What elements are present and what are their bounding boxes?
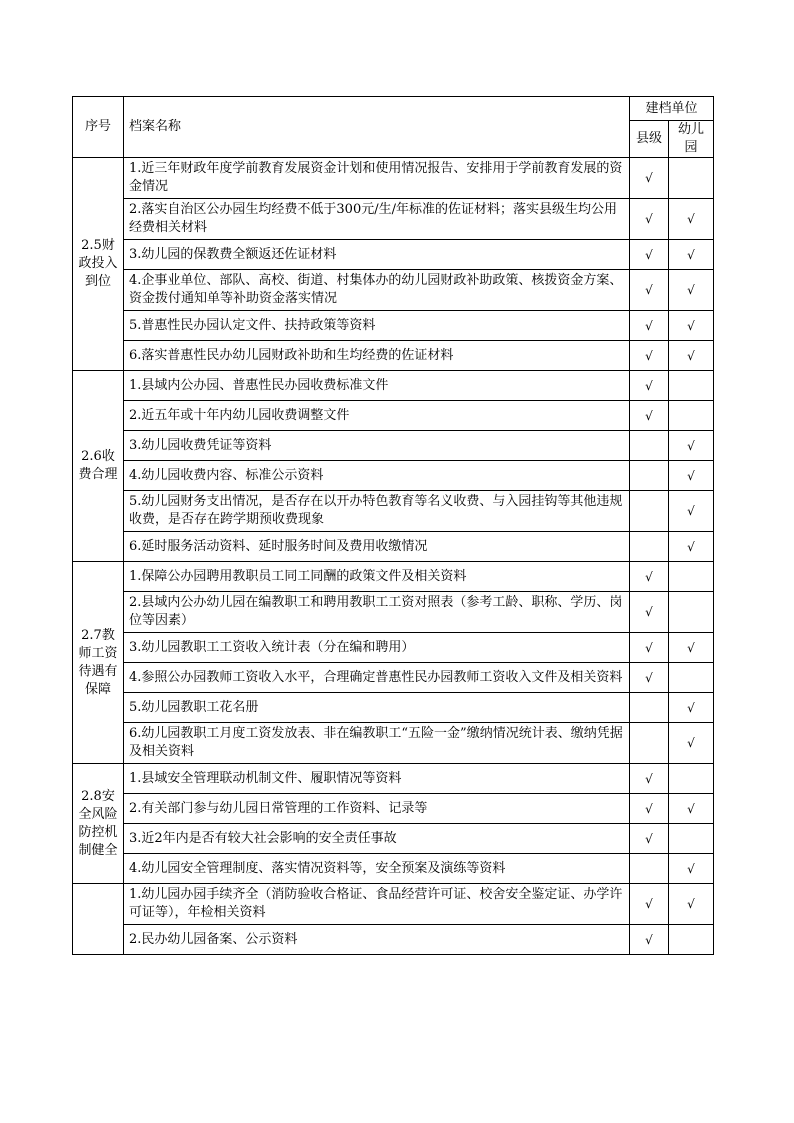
county-check-cell — [630, 824, 669, 854]
header-name: 档案名称 — [124, 97, 630, 158]
kindergarten-check-cell — [669, 562, 714, 592]
county-check-cell — [630, 371, 669, 401]
archive-item: 4.企事业单位、部队、高校、街道、村集体办的幼儿园财政补助政策、核拨资金方案、资金拨付通知单等补助资金落实情况 — [124, 270, 630, 311]
check-mark-icon: √ — [645, 569, 653, 584]
archive-item: 2.民办幼儿园备案、公示资料 — [124, 925, 630, 955]
table-row — [73, 240, 714, 270]
archive-item: 6.幼儿园教职工月度工资发放表、非在编教职工“五险一金”缴纳情况统计表、缴纳凭据及相关资料 — [124, 723, 630, 764]
check-mark-icon: √ — [687, 318, 695, 333]
kindergarten-check-cell — [669, 158, 714, 199]
county-check-cell — [630, 401, 669, 431]
header-kindergarten: 幼儿园 — [669, 121, 714, 158]
header-unit: 建档单位 — [630, 97, 714, 121]
county-check-cell — [630, 884, 669, 925]
kindergarten-check-cell — [669, 401, 714, 431]
archive-item: 1.幼儿园办园手续齐全（消防验收合格证、食品经营许可证、校舍安全鉴定证、办学许可证等），年检相关资料 — [124, 884, 630, 925]
archive-item: 5.幼儿园教职工花名册 — [124, 693, 630, 723]
check-mark-icon: √ — [645, 932, 653, 947]
kindergarten-check-cell — [669, 693, 714, 723]
kindergarten-check-cell — [669, 270, 714, 311]
county-check-cell — [630, 240, 669, 270]
kindergarten-check-cell — [669, 723, 714, 764]
archive-item: 2.近五年或十年内幼儿园收费调整文件 — [124, 401, 630, 431]
kindergarten-check-cell — [669, 371, 714, 401]
archive-item: 5.普惠性民办园认定文件、扶持政策等资料 — [124, 311, 630, 341]
archive-item: 1.县域安全管理联动机制文件、履职情况等资料 — [124, 764, 630, 794]
section-label: 2.5财政投入到位 — [73, 158, 124, 371]
county-check-cell — [630, 925, 669, 955]
kindergarten-check-cell — [669, 240, 714, 270]
table-row — [73, 824, 714, 854]
check-mark-icon: √ — [687, 801, 695, 816]
county-check-cell — [630, 723, 669, 764]
county-check-cell — [630, 270, 669, 311]
kindergarten-check-cell — [669, 491, 714, 532]
check-mark-icon: √ — [687, 468, 695, 483]
table-row — [73, 461, 714, 491]
kindergarten-check-cell — [669, 824, 714, 854]
table-row — [73, 884, 714, 925]
check-mark-icon: √ — [645, 247, 653, 262]
check-mark-icon: √ — [687, 247, 695, 262]
check-mark-icon: √ — [645, 171, 653, 185]
kindergarten-check-cell — [669, 341, 714, 371]
archive-item: 5.幼儿园财务支出情况，是否存在以开办特色教育等名义收费、与入园挂钩等其他违规收费，是否存在跨学期预收费现象 — [124, 491, 630, 532]
county-check-cell — [630, 532, 669, 562]
county-check-cell — [630, 431, 669, 461]
table-row — [73, 925, 714, 955]
county-check-cell — [630, 199, 669, 240]
archive-item: 6.延时服务活动资料、延时服务时间及费用收缴情况 — [124, 532, 630, 562]
kindergarten-check-cell — [669, 854, 714, 884]
table-row — [73, 854, 714, 884]
archive-item: 6.落实普惠性民办幼儿园财政补助和生均经费的佐证材料 — [124, 341, 630, 371]
archive-item: 2.有关部门参与幼儿园日常管理的工作资料、记录等 — [124, 794, 630, 824]
check-mark-icon: √ — [645, 640, 653, 655]
county-check-cell — [630, 311, 669, 341]
county-check-cell — [630, 693, 669, 723]
kindergarten-check-cell — [669, 532, 714, 562]
check-mark-icon: √ — [687, 283, 695, 297]
check-mark-icon: √ — [645, 605, 653, 619]
archive-item: 3.近2年内是否有较大社会影响的安全责任事故 — [124, 824, 630, 854]
check-mark-icon: √ — [645, 771, 653, 786]
table-row — [73, 723, 714, 764]
kindergarten-check-cell — [669, 461, 714, 491]
check-mark-icon: √ — [687, 539, 695, 554]
section-label — [73, 884, 124, 955]
kindergarten-check-cell — [669, 794, 714, 824]
table-row — [73, 532, 714, 562]
table-row — [73, 764, 714, 794]
table-row — [73, 693, 714, 723]
check-mark-icon: √ — [645, 212, 653, 226]
archive-item: 3.幼儿园的保教费全额返还佐证材料 — [124, 240, 630, 270]
check-mark-icon: √ — [645, 348, 653, 363]
section-label: 2.7教师工资待遇有保障 — [73, 562, 124, 764]
table-row — [73, 341, 714, 371]
check-mark-icon: √ — [645, 318, 653, 333]
check-mark-icon: √ — [687, 438, 695, 453]
county-check-cell — [630, 794, 669, 824]
county-check-cell — [630, 461, 669, 491]
table-row — [73, 663, 714, 693]
table-row — [73, 491, 714, 532]
county-check-cell — [630, 158, 669, 199]
check-mark-icon: √ — [687, 736, 695, 750]
section-label: 2.6收费合理 — [73, 371, 124, 562]
archive-item: 3.幼儿园教职工工资收入统计表（分在编和聘用） — [124, 633, 630, 663]
check-mark-icon: √ — [687, 640, 695, 655]
check-mark-icon: √ — [687, 348, 695, 363]
kindergarten-check-cell — [669, 663, 714, 693]
check-mark-icon: √ — [687, 700, 695, 715]
table-row — [73, 311, 714, 341]
check-mark-icon: √ — [687, 212, 695, 226]
check-mark-icon: √ — [645, 831, 653, 846]
county-check-cell — [630, 562, 669, 592]
county-check-cell — [630, 854, 669, 884]
table-row — [73, 431, 714, 461]
check-mark-icon: √ — [645, 283, 653, 297]
check-mark-icon: √ — [687, 504, 695, 518]
check-mark-icon: √ — [645, 897, 653, 911]
kindergarten-check-cell — [669, 431, 714, 461]
kindergarten-check-cell — [669, 884, 714, 925]
table-row — [73, 371, 714, 401]
table-row — [73, 633, 714, 663]
check-mark-icon: √ — [687, 861, 695, 876]
check-mark-icon: √ — [687, 897, 695, 911]
archive-item: 4.幼儿园安全管理制度、落实情况资料等，安全预案及演练等资料 — [124, 854, 630, 884]
archive-item: 1.县域内公办园、普惠性民办园收费标准文件 — [124, 371, 630, 401]
check-mark-icon: √ — [645, 378, 653, 393]
archive-item: 3.幼儿园收费凭证等资料 — [124, 431, 630, 461]
kindergarten-check-cell — [669, 311, 714, 341]
table-row — [73, 562, 714, 592]
header-county: 县级 — [630, 121, 669, 158]
kindergarten-check-cell — [669, 633, 714, 663]
header-row — [73, 97, 714, 121]
county-check-cell — [630, 663, 669, 693]
county-check-cell — [630, 764, 669, 794]
check-mark-icon: √ — [645, 801, 653, 816]
section-label: 2.8安全风险防控机制健全 — [73, 764, 124, 884]
table-row — [73, 270, 714, 311]
table-row — [73, 199, 714, 240]
archive-item: 1.近三年财政年度学前教育发展资金计划和使用情况报告、安排用于学前教育发展的资金情况 — [124, 158, 630, 199]
table-row — [73, 401, 714, 431]
header-seq: 序号 — [73, 97, 124, 158]
county-check-cell — [630, 341, 669, 371]
table-row — [73, 794, 714, 824]
kindergarten-check-cell — [669, 199, 714, 240]
county-check-cell — [630, 592, 669, 633]
kindergarten-check-cell — [669, 925, 714, 955]
county-check-cell — [630, 491, 669, 532]
check-mark-icon: √ — [645, 670, 653, 685]
archive-item: 4.幼儿园收费内容、标准公示资料 — [124, 461, 630, 491]
check-mark-icon: √ — [645, 408, 653, 423]
archive-table — [72, 96, 714, 955]
archive-item: 2.县域内公办幼儿园在编教职工和聘用教职工工资对照表（参考工龄、职称、学历、岗位等因素） — [124, 592, 630, 633]
county-check-cell — [630, 633, 669, 663]
archive-item: 1.保障公办园聘用教职员工同工同酬的政策文件及相关资料 — [124, 562, 630, 592]
archive-item: 2.落实自治区公办园生均经费不低于300元/生/年标准的佐证材料；落实县级生均公用经费相关材料 — [124, 199, 630, 240]
kindergarten-check-cell — [669, 764, 714, 794]
table-row — [73, 158, 714, 199]
archive-item: 4.参照公办园教师工资收入水平，合理确定普惠性民办园教师工资收入文件及相关资料 — [124, 663, 630, 693]
kindergarten-check-cell — [669, 592, 714, 633]
table-row — [73, 592, 714, 633]
